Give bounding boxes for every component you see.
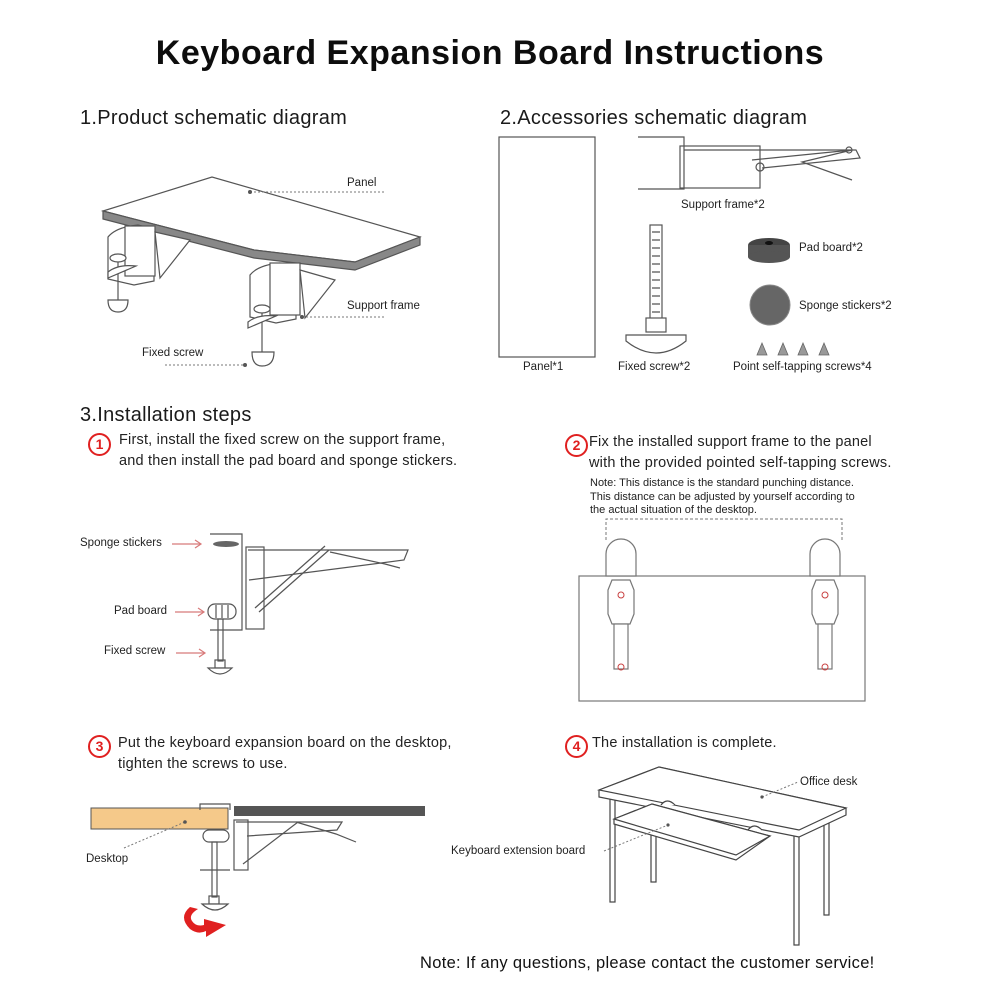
label-fixed-screw-count: Fixed screw*2: [618, 361, 691, 373]
label-self-tapping-screws-count: Point self-tapping screws*4: [733, 361, 872, 373]
label-panel: Panel: [347, 177, 377, 189]
label-pad-board: Pad board: [114, 605, 168, 617]
label-sponge-stickers: Sponge stickers: [80, 537, 162, 549]
step-2-line-1: Fix the installed support frame to the panel: [589, 434, 872, 450]
label-keyboard-extension-board: Keyboard extension board: [451, 845, 586, 857]
label-desktop: Desktop: [86, 853, 129, 865]
page-title: Keyboard Expansion Board Instructions: [155, 34, 825, 72]
step-3-badge: 3: [88, 735, 111, 758]
section-1-heading: 1.Product schematic diagram: [80, 107, 348, 129]
step-2-note-line-3: the actual situation of the desktop.: [590, 504, 757, 516]
label-fixed-screw-step1: Fixed screw: [104, 645, 166, 657]
label-support-frame: Support frame: [347, 300, 420, 312]
footer-note: Note: If any questions, please contact the customer service!: [420, 954, 875, 972]
step-1-line-1: First, install the fixed screw on the support frame,: [119, 432, 446, 448]
step-4-badge: 4: [565, 735, 588, 758]
step-3-line-1: Put the keyboard expansion board on the desktop,: [118, 735, 452, 751]
step-2-line-2: with the provided pointed self-tapping screws.: [589, 455, 892, 471]
label-support-frame-count: Support frame*2: [681, 199, 765, 211]
section-2-heading: 2.Accessories schematic diagram: [500, 107, 808, 129]
label-fixed-screw: Fixed screw: [142, 347, 204, 359]
label-pad-board-count: Pad board*2: [799, 242, 863, 254]
label-panel-count: Panel*1: [523, 361, 564, 373]
label-office-desk: Office desk: [800, 776, 858, 788]
step-3-line-2: tighten the screws to use.: [118, 756, 288, 772]
label-sponge-stickers-count: Sponge stickers*2: [799, 300, 892, 312]
step-2-note-line-2: This distance can be adjusted by yourself according to: [590, 490, 855, 503]
step-4-line-1: The installation is complete.: [592, 735, 777, 751]
step-2-badge: 2: [565, 434, 588, 457]
section-3-heading: 3.Installation steps: [80, 404, 252, 426]
step-2-note-line-1: Note: This distance is the standard punching distance.: [590, 477, 854, 489]
step-1-badge: 1: [88, 433, 111, 456]
step-1-line-2: and then install the pad board and sponge stickers.: [119, 453, 458, 469]
